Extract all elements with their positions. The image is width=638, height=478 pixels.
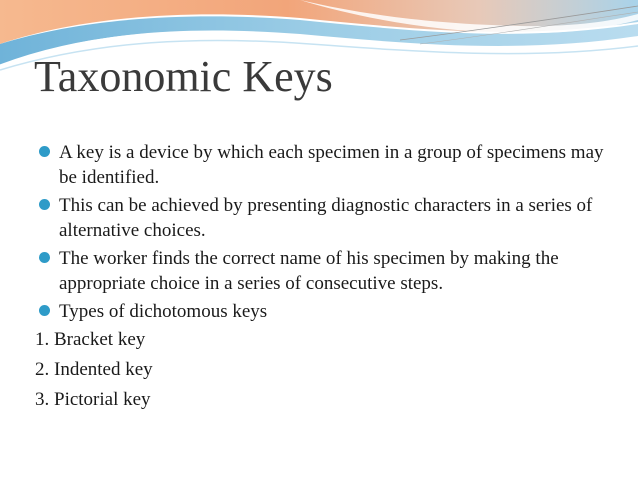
bullet-circle-icon [39,199,50,210]
bullet-circle-icon [39,146,50,157]
key-types-list [35,327,618,412]
bullet-item [38,193,618,243]
bullet-circle-icon [39,305,50,316]
bullet-text: This can be achieved by presenting diagnostic characters in a series of alternative choices. [59,195,593,241]
bullet-item [38,140,618,190]
bullet-list [38,140,618,324]
key-type-bracket: 1. Bracket key [35,329,146,350]
key-type-pictorial: 3. Pictorial key [35,389,151,410]
bullet-text: A key is a device by which each specimen in a group of specimens may be identified. [59,142,604,188]
bullet-text: The worker finds the correct name of his specimen by making the appropriate choice in a series of consecutive steps. [59,248,559,294]
slide-title: Taxonomic Keys [34,52,333,101]
bullet-text: Types of dichotomous keys [59,301,268,322]
bullet-item [38,246,618,296]
bullet-item [38,299,618,324]
slide-content [35,140,618,417]
bullet-circle-icon [39,252,50,263]
key-type-indented: 2. Indented key [35,359,153,380]
